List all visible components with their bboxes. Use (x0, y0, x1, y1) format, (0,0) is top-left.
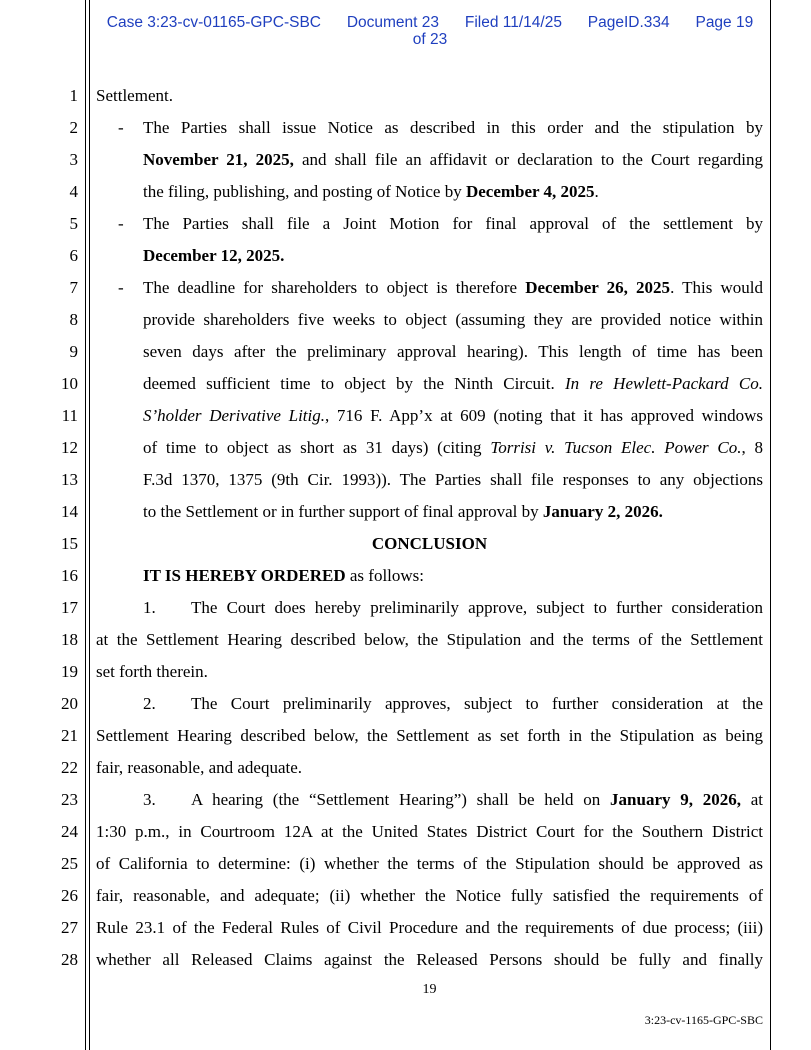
text: and shall file an affidavit or declaration to the Court regarding (293, 150, 763, 169)
body-line (96, 496, 763, 528)
text: fair, reasonable, and adequate; (ii) whether the Notice fully satisfied the requirements of (96, 886, 763, 905)
left-margin-rule-inner (89, 0, 90, 1050)
body-line (96, 432, 763, 464)
text: The Parties shall issue Notice as described in this order and the stipulation by (143, 118, 763, 137)
text: , 716 F. App’x at 609 (noting that it has approved windows (325, 406, 763, 425)
numbered-paragraph (96, 784, 763, 816)
text: of time to object as short as 31 days) (citing (143, 438, 491, 457)
text: Settlement Hearing described below, the Settlement as set forth in the Stipulation as being (96, 726, 763, 745)
body-line (96, 624, 763, 656)
right-margin-rule (770, 0, 771, 1050)
pleading-line-numbers (40, 80, 78, 976)
dash-bullet: - (118, 278, 124, 297)
body-line (96, 304, 763, 336)
body-line (96, 400, 763, 432)
text: F.3d 1370, 1375 (9th Cir. 1993)). The Parties shall file responses to any objections (143, 470, 763, 489)
case-citation: Torrisi v. Tucson Elec. Power Co. (490, 438, 742, 457)
line-number: 27 (61, 918, 78, 937)
text: of California to determine: (i) whether the terms of the Stipulation should be approved as (96, 854, 763, 873)
text: The Parties shall file a Joint Motion for final approval of the settlement by (143, 214, 763, 233)
body-line (96, 336, 763, 368)
text: seven days after the preliminary approval hearing). This length of time has been (143, 342, 763, 361)
case-citation: In re Hewlett-Packard Co. (564, 374, 764, 393)
line-number: 13 (61, 470, 78, 489)
ecf-header-line1: Case 3:23-cv-01165-GPC-SBC Document 23 Filed 11/14/25 PageID.334 Page 19 (106, 14, 754, 31)
text: The Court does hereby preliminarily approve, subject to further consideration (191, 598, 763, 617)
body-line (96, 816, 763, 848)
line-number: 16 (61, 566, 78, 585)
body-line (96, 848, 763, 880)
bold-date: December 4, 2025 (465, 182, 595, 201)
text: as follows: (345, 566, 425, 585)
text: whether all Released Claims against the Released Persons should be fully and finally (96, 950, 763, 969)
text: at the Settlement Hearing described below, the Stipulation and the terms of the Settlement (96, 630, 763, 649)
line-number: 24 (61, 822, 78, 841)
line-number: 22 (61, 758, 78, 777)
line-number: 17 (61, 598, 78, 617)
text: Rule 23.1 of the Federal Rules of Civil Procedure and the requirements of due process; (iii) (96, 918, 763, 937)
text: fair, reasonable, and adequate. (96, 758, 303, 777)
text: provide shareholders five weeks to object (assuming they are provided notice within (143, 310, 763, 329)
text: the filing, publishing, and posting of Notice by (143, 182, 466, 201)
line-number: 26 (61, 886, 78, 905)
page-number: 19 (422, 982, 437, 997)
line-number: 3 (69, 150, 78, 169)
line-number: 21 (61, 726, 78, 745)
text: Settlement. (96, 86, 173, 105)
bold-date: December 26, 2025 (525, 278, 671, 297)
bullet-line (96, 272, 763, 304)
text: A hearing (the “Settlement Hearing”) shall be held on (191, 790, 611, 809)
case-citation: S’holder Derivative Litig. (143, 406, 325, 425)
text: . (594, 182, 599, 201)
bold-phrase: IT IS HEREBY ORDERED (143, 566, 346, 585)
ecf-header-line2: of 23 (412, 31, 448, 48)
dash-bullet: - (118, 214, 124, 233)
line-number: 15 (61, 534, 78, 553)
paragraph-number: 3. (143, 790, 156, 809)
document-body (96, 80, 763, 976)
text: at (740, 790, 763, 809)
body-line (96, 176, 763, 208)
bold-date: January 9, 2026, (610, 790, 741, 809)
body-line (96, 656, 763, 688)
line-number: 8 (69, 310, 78, 329)
text: The Court preliminarily approves, subject to further consideration at the (191, 694, 763, 713)
paragraph-number: 2. (143, 694, 156, 713)
line-number: 11 (61, 406, 78, 425)
body-line (96, 880, 763, 912)
numbered-paragraph (96, 592, 763, 624)
section-heading (96, 528, 763, 560)
text: The deadline for shareholders to object is therefore (143, 278, 526, 297)
body-line (96, 720, 763, 752)
body-line (96, 368, 763, 400)
line-number: 12 (61, 438, 78, 457)
body-line (96, 80, 763, 112)
conclusion-heading: CONCLUSION (371, 534, 488, 553)
body-line (96, 752, 763, 784)
bold-date: January 2, 2026. (542, 502, 663, 521)
line-number: 10 (61, 374, 78, 393)
text: deemed sufficient time to object by the Ninth Circuit. (143, 374, 565, 393)
body-line (96, 464, 763, 496)
line-number: 14 (61, 502, 78, 521)
bold-date: December 12, 2025. (143, 246, 285, 265)
bold-date: November 21, 2025, (143, 150, 294, 169)
text: set forth therein. (96, 662, 208, 681)
ecf-header (60, 14, 800, 48)
body-line (96, 240, 763, 272)
text: , 8 (741, 438, 763, 457)
line-number: 28 (61, 950, 78, 969)
body-line (96, 560, 763, 592)
body-line (96, 144, 763, 176)
bullet-line (96, 112, 763, 144)
bullet-line (96, 208, 763, 240)
left-margin-rule-outer (85, 0, 86, 1050)
numbered-paragraph (96, 688, 763, 720)
line-number: 1 (69, 86, 78, 105)
line-number: 5 (69, 214, 78, 233)
dash-bullet: - (118, 118, 124, 137)
paragraph-number: 1. (143, 598, 156, 617)
line-number: 4 (69, 182, 78, 201)
text: . This would (670, 278, 763, 297)
line-number: 19 (61, 662, 78, 681)
text: 1:30 p.m., in Courtroom 12A at the United States District Court for the Southern District (96, 822, 763, 841)
line-number: 23 (61, 790, 78, 809)
line-number: 9 (69, 342, 78, 361)
line-number: 6 (69, 246, 78, 265)
body-line (96, 944, 763, 976)
line-number: 18 (61, 630, 78, 649)
line-number: 20 (61, 694, 78, 713)
text: to the Settlement or in further support of final approval by (143, 502, 543, 521)
footer-case-number: 3:23-cv-1165-GPC-SBC (644, 1013, 763, 1027)
line-number: 2 (69, 118, 78, 137)
body-line (96, 912, 763, 944)
line-number: 25 (61, 854, 78, 873)
line-number: 7 (69, 278, 78, 297)
